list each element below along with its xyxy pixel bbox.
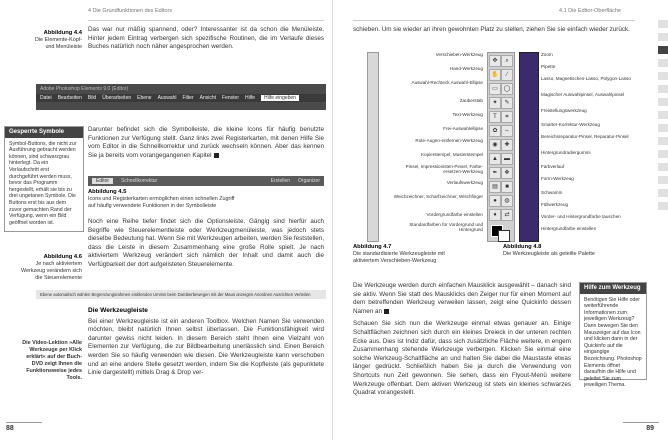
page-foot-rule — [623, 422, 659, 423]
blur-tool-icon[interactable]: ● — [489, 195, 501, 207]
page-number-right: 89 — [646, 425, 654, 432]
menu-item[interactable]: Ebene — [137, 95, 152, 101]
eyedropper-tool-icon[interactable]: ⁄ — [501, 69, 513, 81]
tool-label: Farbverlauf — [541, 164, 565, 169]
zoom-tool-icon[interactable]: ⌕ — [501, 55, 513, 67]
lasso-tool-icon[interactable]: ◯ — [501, 83, 513, 95]
tool-label: Hintergrundradiergummi — [541, 150, 591, 155]
left-page — [0, 0, 333, 440]
caption-text: Die standardisierte Werkzeugleiste mit aktiviertem Verschieben-Werkzeug — [353, 251, 445, 264]
shape-tool-icon[interactable]: ■ — [501, 181, 513, 193]
index-tab — [658, 150, 668, 158]
sponge-tool-icon[interactable]: ◍ — [501, 195, 513, 207]
tool-label: Pipette — [541, 64, 556, 69]
running-head-left: 4 Die Grundfunktionen des Editors — [88, 8, 173, 14]
hand-tool-icon[interactable]: ✋ — [489, 69, 501, 81]
menu-item[interactable]: Ansicht — [199, 95, 217, 101]
paragraph: Die Werkzeuge werden durch einfachen Mausklick ausgewählt – danach sind sie aktiv. Wenn Sie statt des Mausklicks den Zeiger nur für einen Moment auf dem betreffenden Werkzeug verweilen lassen, zeigt eine Quickinfo dessen Namen an — [353, 282, 571, 315]
tab-editor[interactable]: Editor — [92, 178, 113, 184]
recompose-tool-icon[interactable]: ⇔ — [501, 125, 513, 137]
swap-colors-icon[interactable]: ⇄ — [501, 209, 513, 221]
tool-label: Smarter-Korrektur-Werkzeug — [541, 122, 600, 127]
index-tab — [658, 137, 668, 145]
tool-label: Bereichsreparatur-Pinsel, Reparatur-Pinsel — [541, 134, 629, 139]
tool-label: Weichzeichner, Scharfzeichner, Wischfinger — [393, 194, 483, 199]
index-tab — [658, 111, 668, 119]
tool-label: Lasso, Magnetisches-Lasso, Polygon-Lasso — [541, 76, 631, 81]
head-rule — [353, 20, 635, 21]
sidebar-box-tool-help — [579, 282, 647, 389]
tool-label: Kopierstempel, Musterstempel — [420, 152, 483, 157]
caption-4-5 — [88, 189, 238, 210]
tool-label: Vordergrundfarbe einstellen — [426, 212, 483, 217]
menu-item[interactable]: Auswahl — [157, 95, 177, 101]
tool-labels-left — [387, 52, 483, 234]
help-search-input[interactable]: Hilfe eingeben — [261, 95, 299, 101]
index-tab — [658, 98, 668, 106]
create-button[interactable]: Erstellen — [270, 178, 291, 184]
red-eye-tool-icon[interactable]: ◉ — [489, 139, 501, 151]
caption-title: Abbildung 4.4 — [43, 30, 82, 36]
tool-label: Frei-Auswahlellipse — [443, 126, 483, 131]
menu-item[interactable]: Filter — [182, 95, 194, 101]
tool-label: Hintergrundfarbe einstellen — [541, 226, 597, 231]
video-lesson-note: Die Video-Lektion »Alle Werkzeuge per Klick erklärt« auf der Buch-DVD zeigt Ihnen die Funktionsweise jedes Tools. — [22, 340, 82, 381]
caption-title: Abbildung 4.8 — [503, 244, 542, 250]
menubar-screenshot — [36, 84, 326, 110]
caption-title: Abbildung 4.6 — [43, 254, 82, 260]
square-marker-icon — [384, 309, 389, 314]
sidebox-text: Benötigen Sie Hilfe oder weiterführende Informationen zum jeweiligen Werkzeug? Dann bewegen Sie den Mauszeiger auf das Icon und klicken dann in der Quickinfo auf die eingangige Bezeichnung. Photoshop Elements öffnet daraufhin die Hilfe und geleitet Sie zum jeweiligen Thema. — [584, 296, 642, 389]
menu-item[interactable]: Überarbeiten — [102, 95, 132, 101]
tool-label: Zoom — [541, 52, 553, 57]
body-text-top — [88, 26, 324, 56]
paragraph: Bei einer Werkzeugleiste ist ein anderen Toolbox. Welchen Namen Sie verwenden möchten, bleibt natürlich Ihnen selbst überlassen. Die Funktionsfähigkeit wird darunter gewiss nicht leiden. In diesem Bereich steht Ihnen eine Vielzahl von Elementen zur Verfügung, die zur Bildbearbeitung unerlässlich sind. Einen Bereich werden Sie so häufig verwenden wie diesen. Die Werkzeugleiste kann verschoben und an eine andere Stelle gesetzt werden, indem Sie die Kopfleiste (als gepunktete Linie dargestellt) mittels Drag & Drop ver- — [88, 317, 324, 377]
tool-label: Form-Werkzeug — [541, 176, 574, 181]
tool-label: Vorder- und Hintergrundfarbe tauschen — [541, 214, 621, 219]
square-marker-icon — [214, 153, 219, 158]
crop-tool-icon[interactable]: ⌗ — [501, 111, 513, 123]
cookie-cutter-tool-icon[interactable]: ✿ — [489, 125, 501, 137]
index-tab — [658, 72, 668, 80]
body-text-symbolbar — [88, 126, 324, 164]
toolbox-palette — [487, 52, 515, 242]
tool-label: Text-Werkzeug — [452, 112, 483, 117]
optionsbar-screenshot: Ebene automatisch wählen Begrenzungsrahmen einblenden Umriss beim Darüberbewegen mit der Maus anzeigen Anordnen Ausrichten Verteilen — [36, 290, 326, 299]
tool-label: Verschieben-Werkzeug — [435, 52, 483, 57]
selection-brush-tool-icon[interactable]: ✎ — [501, 97, 513, 109]
index-tab — [658, 163, 668, 171]
menu-bar — [36, 94, 326, 102]
page-number-left: 88 — [6, 425, 14, 432]
page-foot-rule — [6, 422, 42, 423]
smart-brush-tool-icon[interactable]: ❖ — [501, 167, 513, 179]
paragraph: Das war nur mäßig spannend, oder? Interessanter ist da schon die Menüleiste. Hinter jedem Eintrag verbergen sich spezifische Routinen, die im Verlaufe dieses Buches natürlich noch näher angesprochen werden. — [88, 26, 324, 51]
brush-tool-icon[interactable]: ✒ — [489, 167, 501, 179]
index-tab — [658, 202, 668, 210]
tool-label: Auswahl-Rechteck Auswahl-Ellipse — [411, 80, 483, 85]
tab-quickfix[interactable]: Schnellkorrektur — [121, 178, 158, 184]
thumb-index-tabs — [658, 20, 668, 215]
caption-4-7 — [353, 244, 463, 265]
subheading: Die Werkzeugleiste — [88, 307, 148, 314]
menu-item[interactable]: Bild — [87, 95, 97, 101]
marquee-tool-icon[interactable]: ▭ — [489, 83, 501, 95]
index-tab — [658, 85, 668, 93]
paragraph: Noch eine Reihe tiefer findet sich die Optionsleiste. Gängig sind hierfür auch Begriffe wie Steuerelementleiste oder Werkzeugmenüleiste, was jedoch stets dieselbe Bedeutung hat. Wenn Sie mit Werkzeugen arbeiten, werden Sie feststellen, dass die Leiste in diesem Zusammenhang eine große Rolle spielt. Je nach aktiviertem Werkzeug verändert sich nämlich der Inhalt und damit auch die Verfügbarkeit der dort aufgelisteten Steuerelemente. — [88, 218, 324, 268]
paint-bucket-tool-icon[interactable]: ♦ — [489, 209, 501, 221]
tool-label: Zauberstab — [459, 98, 483, 103]
index-tab — [658, 124, 668, 132]
running-head-right: 4.1 Die Editor-Oberfläche — [559, 8, 622, 14]
tool-label: Freistellungswerkzeug — [541, 108, 587, 113]
paragraph: schieben. Um sie wieder an ihren gewohnten Platz zu stellen, ziehen Sie sie einfach wieder zurück. — [353, 26, 630, 33]
tool-label: Schwamm — [541, 190, 563, 195]
caption-4-4 — [30, 30, 82, 51]
caption-text: Je nach aktiviertem Werkzeug verändern sich die Steuerelemente — [20, 261, 82, 281]
body-text-top-right — [353, 26, 635, 39]
caption-4-6 — [20, 254, 82, 282]
magic-wand-tool-icon[interactable]: ✦ — [489, 97, 501, 109]
tool-label: Magischer Auswahlpinsel, Auswahlpinsel — [541, 92, 625, 97]
caption-text: Die Werkzeugleiste als geteilte Palette — [503, 251, 595, 257]
index-tab — [658, 189, 668, 197]
tool-labels-right — [541, 52, 633, 238]
menu-item[interactable]: Hilfe — [244, 95, 255, 101]
sidebar-box-locked-symbols — [4, 126, 84, 232]
head-rule — [88, 20, 324, 21]
healing-brush-tool-icon[interactable]: ✚ — [501, 139, 513, 151]
menu-item[interactable]: Fenster — [222, 95, 239, 101]
organizer-button[interactable]: Organizer — [298, 178, 320, 184]
gradient-tool-icon[interactable]: ▤ — [489, 181, 501, 193]
index-tab — [658, 59, 668, 67]
body-text-tools — [353, 282, 571, 402]
body-text-optionsbar — [88, 218, 324, 274]
caption-text: Die Elemente-Kopf- und Menüleiste — [34, 37, 82, 50]
clone-stamp-tool-icon[interactable]: ▲ — [489, 153, 501, 165]
tool-label: Pinsel, Impressionisten-Pinsel, Farbe-ersetzen-Werkzeug — [405, 164, 483, 175]
index-tab — [658, 20, 668, 28]
paragraph: Schauen Sie sich nun die Werkzeuge einmal etwas genauer an. Einige Schaltflächen zeichnen sich durch ein kleines Dreieck in der unteren rechten Ecke aus. Dies ist Indiz dafür, dass sich zusätzliche Fläche weitere, in engem Zusammenhang stehende Werkzeuge verbergen. Klicken Sie einmal eine solche Werkzeug-Schaltfläche an und halten Sie dabei die Maustaste etwas länger gedrückt. Schließlich haben Sie ja durch die Verwendung von Shortcuts nun Zeit gewonnen. Sie sehen, dass ein Flyout-Menü weitere Werkzeuge offenbart. Dem aktiven Werkzeug ist stets ein kleines schwarzes Quadrat vorangestellt. — [353, 320, 571, 397]
sidebox-title: Hilfe zum Werkzeug — [580, 283, 646, 294]
menu-item[interactable]: Datei — [40, 95, 52, 101]
caption-title: Abbildung 4.7 — [353, 244, 392, 250]
tool-label: Füllwerkzeug — [541, 202, 569, 207]
right-page — [333, 0, 668, 440]
caption-4-8 — [503, 244, 623, 258]
tool-label: Rote-Augen-entfernen-Werkzeug — [415, 138, 483, 143]
index-tab-active — [658, 46, 668, 54]
split-palette-purple — [519, 52, 539, 242]
menu-item[interactable]: Bearbeiten — [57, 95, 82, 101]
index-tab — [658, 176, 668, 184]
move-tool-icon[interactable]: ✥ — [489, 55, 501, 67]
tool-label: Standardfarben für Vordergrund und Hintergrund — [409, 222, 483, 233]
body-text-toolbox — [88, 305, 324, 382]
sidebox-text: Symbol-Buttons, die nicht zur Ausführung gebracht werden können, sind schwarzgrau hinterlegt. Da ein Verlaufschritt erst durchgeführt werden muss, bevor das Programm hergestellt, erhält sie bis zu drei ungetanen Symbole. Die Buttons erst bis aus dem zuvor gemachten Rand der Verfügung, wenn ein Bild geöffnet worden ist. — [9, 140, 77, 226]
tool-label: Verlaufswerkzeug — [446, 180, 483, 185]
text-tool-icon[interactable]: T — [489, 111, 501, 123]
tool-label: Hand-Werkzeug — [449, 66, 483, 71]
index-tab — [658, 33, 668, 41]
caption-text: Icons und Registerkarten ermöglichen einen schnellen Zugriff auf häufig verwendete Funktionen in der Symbolleiste — [88, 196, 235, 209]
background-color-swatch[interactable] — [498, 230, 510, 242]
window-title: Adobe Photoshop Elements 9.0 (Editor) — [40, 86, 129, 92]
caption-title: Abbildung 4.5 — [88, 189, 127, 195]
paragraph: Darunter befindet sich die Symbolleiste, die kleine Icons für häufig benutzte Funktionen zur Verfügung stellt. Ganz links zwei Registerkarten, mit denen Hilfe Sie vom Editor in die Schnellkorrektur und zurück wechseln können. Aber das kennen Sie ja bereits vom vorangegangenen Kapitel — [88, 126, 324, 159]
eraser-tool-icon[interactable]: ▬ — [501, 153, 513, 165]
sidebox-title: Gesperrte Symbole — [5, 127, 83, 138]
symbolbar-screenshot — [88, 176, 324, 186]
narrow-toolbox-strip — [367, 52, 379, 242]
